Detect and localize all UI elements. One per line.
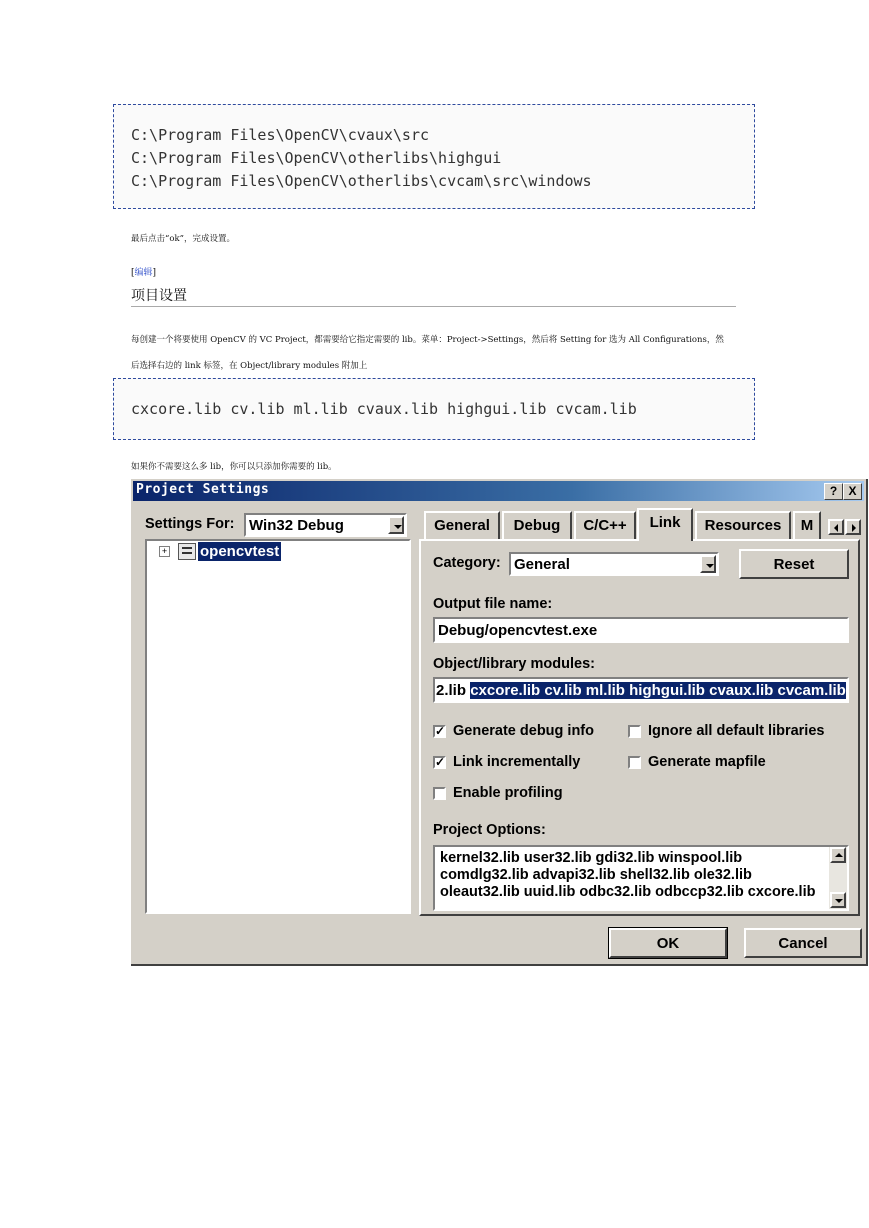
code-block-paths (113, 104, 755, 209)
modules-input[interactable] (433, 677, 849, 703)
ignore-libs-checkbox[interactable] (628, 725, 641, 738)
ignore-libs-label: Ignore all default libraries (648, 723, 825, 739)
code-block-libs (113, 378, 755, 440)
code-line: cxcore.lib cv.lib ml.lib cvaux.lib highgui.lib cvcam.lib (131, 400, 637, 418)
project-options-label: Project Options: (433, 822, 546, 838)
tab-general[interactable]: General (424, 511, 500, 539)
help-button[interactable]: ? (824, 483, 843, 500)
settings-for-label: Settings For: (145, 516, 235, 532)
category-label: Category: (433, 555, 501, 571)
close-button[interactable]: X (843, 483, 862, 500)
modules-label: Object/library modules: (433, 656, 595, 672)
scroll-up-icon[interactable] (830, 847, 846, 863)
chevron-down-icon[interactable] (388, 516, 404, 534)
mapfile-checkbox[interactable] (628, 756, 641, 769)
link-incremental-label: Link incrementally (453, 754, 581, 770)
tab-cpp[interactable]: C/C++ (574, 511, 636, 539)
option-line: kernel32.lib user32.lib gdi32.lib winspool.lib (440, 850, 743, 866)
category-value: General (514, 556, 570, 573)
option-line: oleaut32.lib uuid.lib odbc32.lib odbccp32.lib cxcore.lib (440, 884, 816, 900)
dialog-titlebar[interactable] (133, 481, 864, 501)
heading-divider (131, 306, 736, 307)
code-line: C:\Program Files\OpenCV\otherlibs\cvcam\src\windows (131, 172, 592, 190)
settings-for-value: Win32 Debug (249, 517, 344, 534)
code-line: C:\Program Files\OpenCV\otherlibs\highgui (131, 149, 502, 167)
category-combo[interactable] (509, 552, 719, 576)
reset-button[interactable]: Reset (739, 549, 849, 579)
scroll-down-icon[interactable] (830, 892, 846, 908)
profiling-checkbox[interactable] (433, 787, 446, 800)
debug-info-checkbox[interactable]: ✓ (435, 724, 446, 738)
option-line: comdlg32.lib advapi32.lib shell32.lib ole32.lib (440, 867, 752, 883)
code-line: C:\Program Files\OpenCV\cvaux\src (131, 126, 430, 144)
modules-value: 2.lib cxcore.lib cv.lib ml.lib highgui.lib cvaux.lib cvcam.lib (436, 682, 846, 699)
tab-debug[interactable]: Debug (502, 511, 572, 539)
tab-link[interactable]: Link (637, 508, 693, 541)
section-heading: 项目设置 (131, 288, 187, 304)
output-file-input[interactable] (433, 617, 849, 643)
note-libs: 如果你不需要这么多 lib，你可以只添加你需要的 lib。 (131, 462, 337, 472)
profiling-label: Enable profiling (453, 785, 563, 801)
debug-info-label: Generate debug info (453, 723, 594, 739)
tab-more[interactable]: M (793, 511, 821, 539)
cancel-button[interactable]: Cancel (744, 928, 862, 958)
output-file-value: Debug/opencvtest.exe (438, 622, 598, 639)
tree-item-opencvtest[interactable]: opencvtest (200, 543, 280, 560)
project-icon (178, 543, 196, 560)
project-settings-dialog (131, 479, 868, 966)
settings-for-combo[interactable] (244, 513, 407, 537)
paragraph-line-2: 后选择右边的 link 标签，在 Object/library modules 附加上 (131, 361, 368, 371)
mapfile-label: Generate mapfile (648, 754, 766, 770)
ok-button[interactable]: OK (609, 928, 727, 958)
chevron-down-icon[interactable] (700, 555, 716, 573)
project-tree[interactable] (145, 539, 411, 914)
note-ok: 最后点击“ok”，完成设置。 (131, 234, 235, 244)
link-incremental-checkbox[interactable]: ✓ (435, 755, 446, 769)
edit-link[interactable]: 编辑 (134, 268, 153, 278)
options-scrollbar[interactable] (829, 847, 847, 909)
expand-icon[interactable]: + (159, 546, 170, 557)
project-options-textarea[interactable] (433, 845, 849, 911)
dialog-title: Project Settings (136, 482, 270, 497)
paragraph-line-1: 每创建一个将要使用 OpenCV 的 VC Project，都需要给它指定需要的 lib。菜单：Project->Settings，然后将 Setting for 选为 All Configurations，然 (131, 335, 724, 345)
tab-scroll-left-icon[interactable] (828, 519, 844, 535)
tab-resources[interactable]: Resources (695, 511, 791, 539)
edit-link-wrapper: [编辑] (131, 268, 157, 278)
output-file-label: Output file name: (433, 596, 553, 612)
tab-scroll-right-icon[interactable] (845, 519, 861, 535)
modules-selected-text: cxcore.lib cv.lib ml.lib highgui.lib cvaux.lib cvcam.lib (470, 682, 846, 699)
